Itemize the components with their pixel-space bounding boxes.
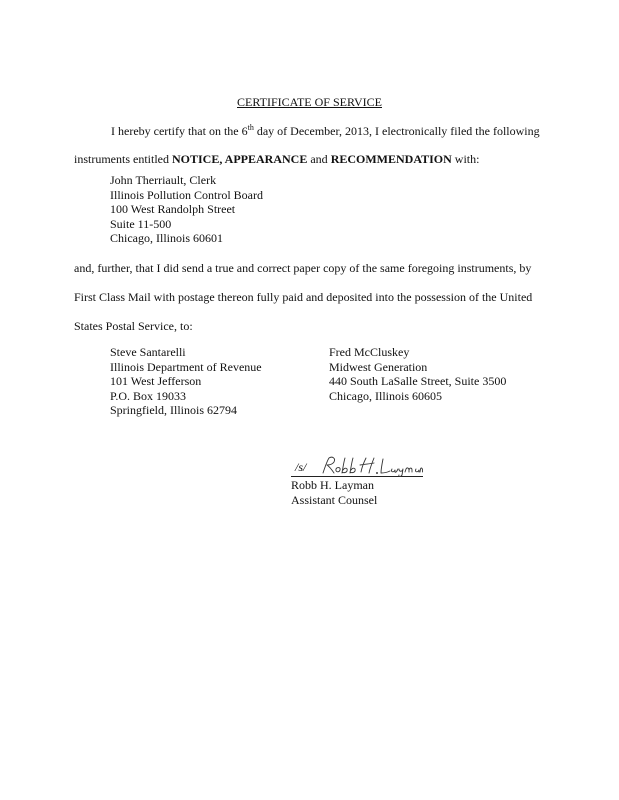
signer-name: Robb H. Layman [291,478,374,492]
address-line: P.O. Box 19033 [110,388,187,403]
ordinal-suffix: th [247,123,254,132]
address-line: Illinois Pollution Control Board [110,187,264,202]
instruments-line [74,152,479,166]
instruments-suffix: with: [451,152,480,166]
address-line: Illinois Department of Revenue [110,359,262,374]
certification-text-start: I hereby certify that on the 6 [111,124,248,138]
clerk-address-block [110,173,263,246]
address-line: John Therriault, Clerk [110,173,217,187]
recipient-address-left [110,345,262,418]
address-line: Springfield, Illinois 62794 [110,403,237,418]
address-line: Chicago, Illinois 60605 [329,388,442,403]
service-paragraph-line: and, further, that I did send a true and correct paper copy of the same foregoing instruments, by [74,261,532,275]
instruments-prefix: instruments entitled [74,152,172,166]
signature-line [291,456,423,477]
handwritten-signature [319,455,423,477]
address-line: 440 South LaSalle Street, Suite 3500 [329,374,507,389]
address-line: Midwest Generation [329,359,428,374]
address-line: Chicago, Illinois 60601 [110,231,223,246]
certification-text-end: day of December, 2013, I electronically filed the following [253,124,540,138]
certification-paragraph [111,124,540,138]
signer-block [291,478,377,507]
signer-title: Assistant Counsel [291,492,378,507]
recipient-address-right [329,345,506,403]
address-line: Suite 11-500 [110,216,172,231]
signature-prefix: /s/ [295,460,307,474]
address-line: 101 West Jefferson [110,374,202,389]
address-line: Steve Santarelli [110,345,186,359]
instrument-names: NOTICE, APPEARANCE [172,152,308,166]
address-line: Fred McCluskey [329,345,410,359]
page-title: CERTIFICATE OF SERVICE [237,95,382,109]
instrument-name-recommendation: RECOMMENDATION [330,152,452,166]
service-paragraph-line: First Class Mail with postage thereon fully paid and deposited into the possession of the United [74,290,533,304]
instruments-conjunction: and [307,152,331,166]
service-paragraph-line: States Postal Service, to: [74,319,193,333]
address-line: 100 West Randolph Street [110,202,236,217]
